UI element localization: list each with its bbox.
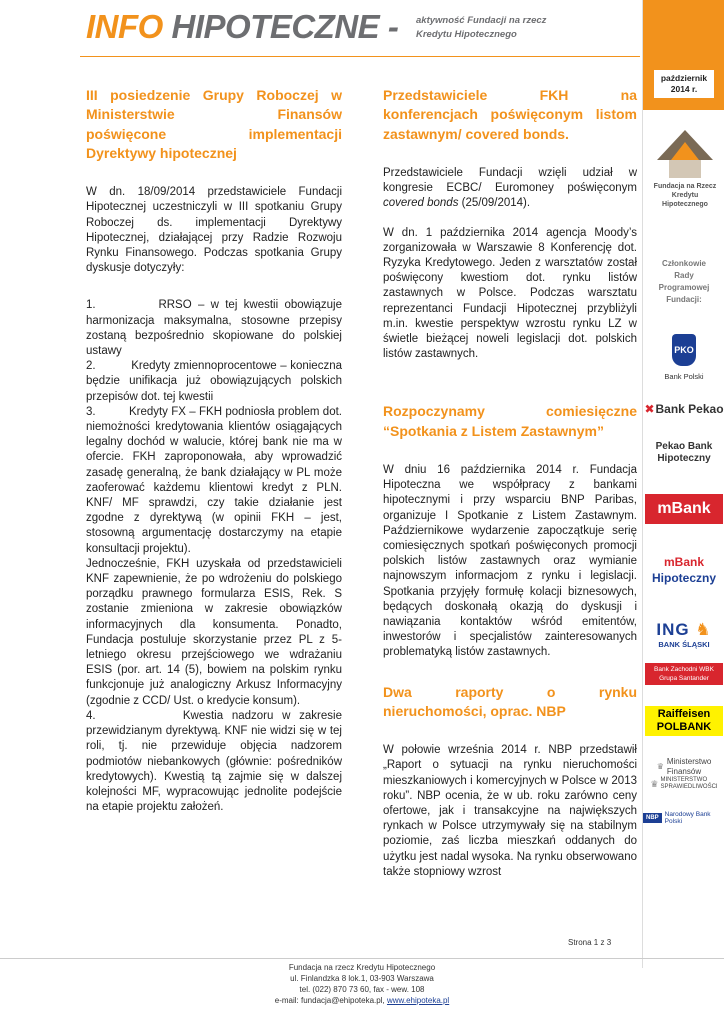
footer-contact (0, 995, 724, 1006)
issue-year: 2014 r. (670, 84, 698, 94)
title-hipoteczne: HIPOTECZNE - (162, 8, 399, 45)
logo-roof-inner-icon (671, 142, 699, 160)
list-item: 4. Kwestia nadzoru w zakresie przewidzianym dyrektywą. KNF nie widzi się w tej roli, tj. nie przewiduje objęcia nadzorem podmiotów niebankowych (głównie: pośredników kredytowych). Kwestią tą zajmie się w dalszej kolejności MF, wypracowując jednolite podejście na etapie projektu założeń. (86, 709, 342, 814)
logo-block-icon (669, 160, 701, 178)
sidebar-header (643, 0, 724, 110)
article-paragraph: Jednocześnie, FKH uzyskała od przedstawicieli KNF zapewnienie, że po wdrożeniu do polskiego porządku prawnego formularza ESIS, Rek. S zostanie zmieniona w zakresie obowiązków informacyjnych dla konsumenta. Ponadto, Fundacja postuluje skorzystanie przez PL z 5-letniego okresu przejściowego we wdrażaniu ESIS (por. art. 14 (5), bowiem na polskim rynku funkcjonuje już analogiczny Arkusz Informacyjny (zgodnie z CCD/ Ust. o kredycie konsum). (86, 557, 342, 707)
lion-icon: ♞ (695, 619, 712, 639)
page-footer (0, 962, 724, 1006)
issue-date (654, 70, 714, 98)
logo-text-line: Kredytu Hipotecznego (662, 192, 708, 208)
logo-pko-bank-polski (643, 330, 724, 385)
bzwbk-subtext: Grupa Santander (659, 675, 709, 682)
article-heading (383, 86, 637, 144)
subtitle-line: aktywność Fundacji na rzecz (416, 15, 547, 26)
pekaohip-text: Hipoteczny (657, 453, 711, 464)
heading-line: nieruchomości, oprac. NBP (383, 702, 566, 719)
logo-nbp (643, 808, 724, 828)
pko-text: Bank Polski (664, 372, 704, 381)
footer-line: tel. (022) 870 73 60, fax - wew. 108 (299, 985, 425, 994)
text-span: Przedstawiciele Fundacji wzięli udział w kongresie ECBC/ Euromoney poświęconym (383, 166, 637, 195)
ing-name: ING (656, 619, 690, 639)
bzwbk-text: Bank Zachodni WBK (654, 666, 714, 673)
ms-text: MINISTERSTWO (660, 777, 708, 783)
sidebar (642, 0, 724, 968)
article-paragraph (383, 166, 637, 212)
nbp-text: Narodowy Bank Polski (664, 811, 711, 825)
heading-line: zastawnym/ covered bonds. (383, 125, 569, 142)
mbankhip-text: Hipoteczny (651, 571, 716, 585)
heading-line: Przedstawiciele FKH na (383, 87, 637, 103)
article-heading (86, 86, 342, 163)
website-link[interactable]: www.ehipoteka.pl (386, 996, 450, 1005)
article-paragraph: W dn. 18/09/2014 przedstawiciele Fundacji Hipotecznej uczestniczyli w III spotkaniu Grupy Roboczej ds. implementacji Dyrektywy Hipotecznej, działającej przy Radzie Rozwoju Rynku Finansowego. Podczas spotkania Grupy dyskusje dotyczyły: (86, 186, 342, 275)
pko-icon: PKO (672, 334, 696, 366)
logo-mbank: mBank (645, 494, 723, 524)
mf-text: Finansów (666, 767, 702, 776)
eagle-icon: ♛ (650, 778, 659, 789)
article-column-left (86, 86, 342, 815)
pekaohip-text: Pekao Bank (655, 441, 713, 452)
heading-line: poświęcone implementacji (86, 125, 342, 142)
article-paragraph: W połowie września 2014 r. NBP przedstawił „Raport o sytuacji na rynku nieruchomości mieszkaniowych i komercyjnych w Polsce w 2013 roku”. NBP ocenia, że w ub. roku zarówno ceny ofertowe, jak i transakcyjne na największych rynkach w Polsce utrzymywały się na stabilnym poziomie, zaś liczba mieszkań oddanych do użytku jest nadal wysoka. Na rynku obserwowano także stopniowy wzrost (383, 744, 637, 878)
members-label-line: Członkowie (661, 259, 706, 268)
footer-divider (0, 958, 724, 959)
text-emphasis: covered bonds (383, 197, 459, 210)
heading-line: Rozpoczynamy comiesięczne (383, 403, 637, 420)
fkh-logo (651, 130, 719, 208)
newsletter-title (86, 8, 398, 46)
logo-bank-zachodni-wbk (645, 663, 723, 685)
logo-raiffeisen-polbank (645, 706, 723, 736)
list-item: 3. Kredyty FX – FKH podniosła problem dot. niemożności kredytowania klientów osiągających legalny dochód w walucie, której bank nie ma w ofercie. FKH zaproponowała, aby wprowadzić zasadę generalną, że bank działający w PL może zaoferować każdemu klientowi kredyt z PLN. KNF/ MF sprawdzi, czy takie działanie jest zgodne z dyrektywą (w opinii FKH – jest, stosowną argumentację dostarczymy na etapie konsultacji projektu). (86, 405, 342, 555)
issue-month: październik (660, 73, 708, 83)
article-paragraph: W dniu 16 października 2014 r. Fundacja Hipoteczna we współpracy z bankami hipotecznymi i przy wsparciu BNP Paribas, organizuje I Spotkanie z Listem Zastawnym. Październikowe wydarzenie zapoczątkuje serię comiesięcznych spotkań poświęconych promocji polskich listów zastawnych oraz wymianie najnowszym informacjom z rynku i legislacji. Spotkania przyjęły formułę kolacji biznesowych, będących doskonałą okazją do dyskusji i nawiązania kontaktów wśród emitentów, inwestorów i specjalistów zainteresowanych problematyką listów zastawnych. (383, 463, 637, 659)
logo-text (651, 182, 719, 209)
logo-ing-bank-slaski (643, 616, 724, 652)
mf-text: Ministerstwo (666, 757, 712, 766)
logo-pekao-bank-hipoteczny (643, 436, 724, 470)
members-label-line: Fundacji: (666, 295, 702, 304)
raif-subtext: POLBANK (656, 721, 712, 733)
article-heading (383, 683, 637, 722)
pekao-icon: ✖ (644, 402, 655, 416)
logo-mbank-hipoteczny (643, 550, 724, 590)
footer-line: ul. Finlandzka 8 lok.1, 03-903 Warszawa (290, 974, 434, 983)
heading-line: Ministerstwie Finansów (86, 106, 342, 123)
pekao-text: Bank Pekao (655, 402, 724, 416)
mbankhip-text: mBank (663, 555, 704, 569)
members-label-line: Programowej (658, 283, 710, 292)
footer-line: Fundacja na rzecz Kredytu Hipotecznego (288, 963, 436, 972)
heading-line: konferencjach poświęconym listom (383, 106, 637, 123)
newsletter-subtitle (416, 14, 576, 42)
header-divider (80, 56, 640, 57)
heading-line: “Spotkania z Listem Zastawnym” (383, 422, 604, 439)
text-span: (25/09/2014). (458, 197, 531, 210)
logo-ministerstwo-sprawiedliwosci (643, 772, 724, 796)
heading-line: Dyrektywy hipotecznej (86, 144, 237, 161)
list-item: 1. RRSO – w tej kwestii obowiązuje harmonizacja maksymalna, stosowne przepisy zostaną bezpośrednio skopiowane do polskiej ustawy (86, 299, 342, 358)
subtitle-line: Kredytu Hipotecznego (416, 29, 517, 40)
page-header (0, 0, 640, 68)
footer-email: e-mail: fundacja@ehipoteka.pl, (274, 996, 387, 1005)
members-label (643, 258, 724, 306)
eagle-icon: ♛ (656, 762, 664, 771)
members-label-line: Rady (674, 271, 694, 280)
title-info: INFO (86, 8, 163, 45)
heading-line: III posiedzenie Grupy Roboczej w (86, 87, 342, 103)
raif-text: Raiffeisen (657, 708, 711, 720)
logo-text-line: Fundacja na Rzecz (653, 183, 717, 190)
ing-text (656, 620, 711, 640)
heading-line: Dwa raporty o rynku (383, 683, 637, 700)
ms-text: SPRAWIEDLIWOŚCI (660, 784, 718, 790)
nbp-icon: NBP (643, 813, 662, 823)
list-item: 2. Kredyty zmiennoprocentowe – konieczna będzie unifikacja już obowiązujących polskich przepisów dot. tej kwestii (86, 360, 342, 403)
article-heading (383, 402, 637, 441)
ing-subtext: BANK ŚLĄSKI (658, 639, 710, 649)
article-paragraph: W dn. 1 października 2014 agencja Moody’s zorganizowała w Warszawie 8 Konferencję dot. Ryzyka Kredytowego. Jeden z warsztatów został poświęcony kwestiom dot. rynku listów zastawnych w Polsce. Podczas warsztatu reprezentanci Fundacji Hipotecznej przybliżyli m.in. kwestie perspektyw wzrostu rynku LZ w świetle bieżącej noweli legislacji dot. polskich listów zastawnych. (383, 226, 637, 361)
page-number: Strona 1 z 3 (568, 938, 612, 947)
logo-bank-pekao (643, 398, 724, 420)
article-column-right (383, 86, 637, 880)
